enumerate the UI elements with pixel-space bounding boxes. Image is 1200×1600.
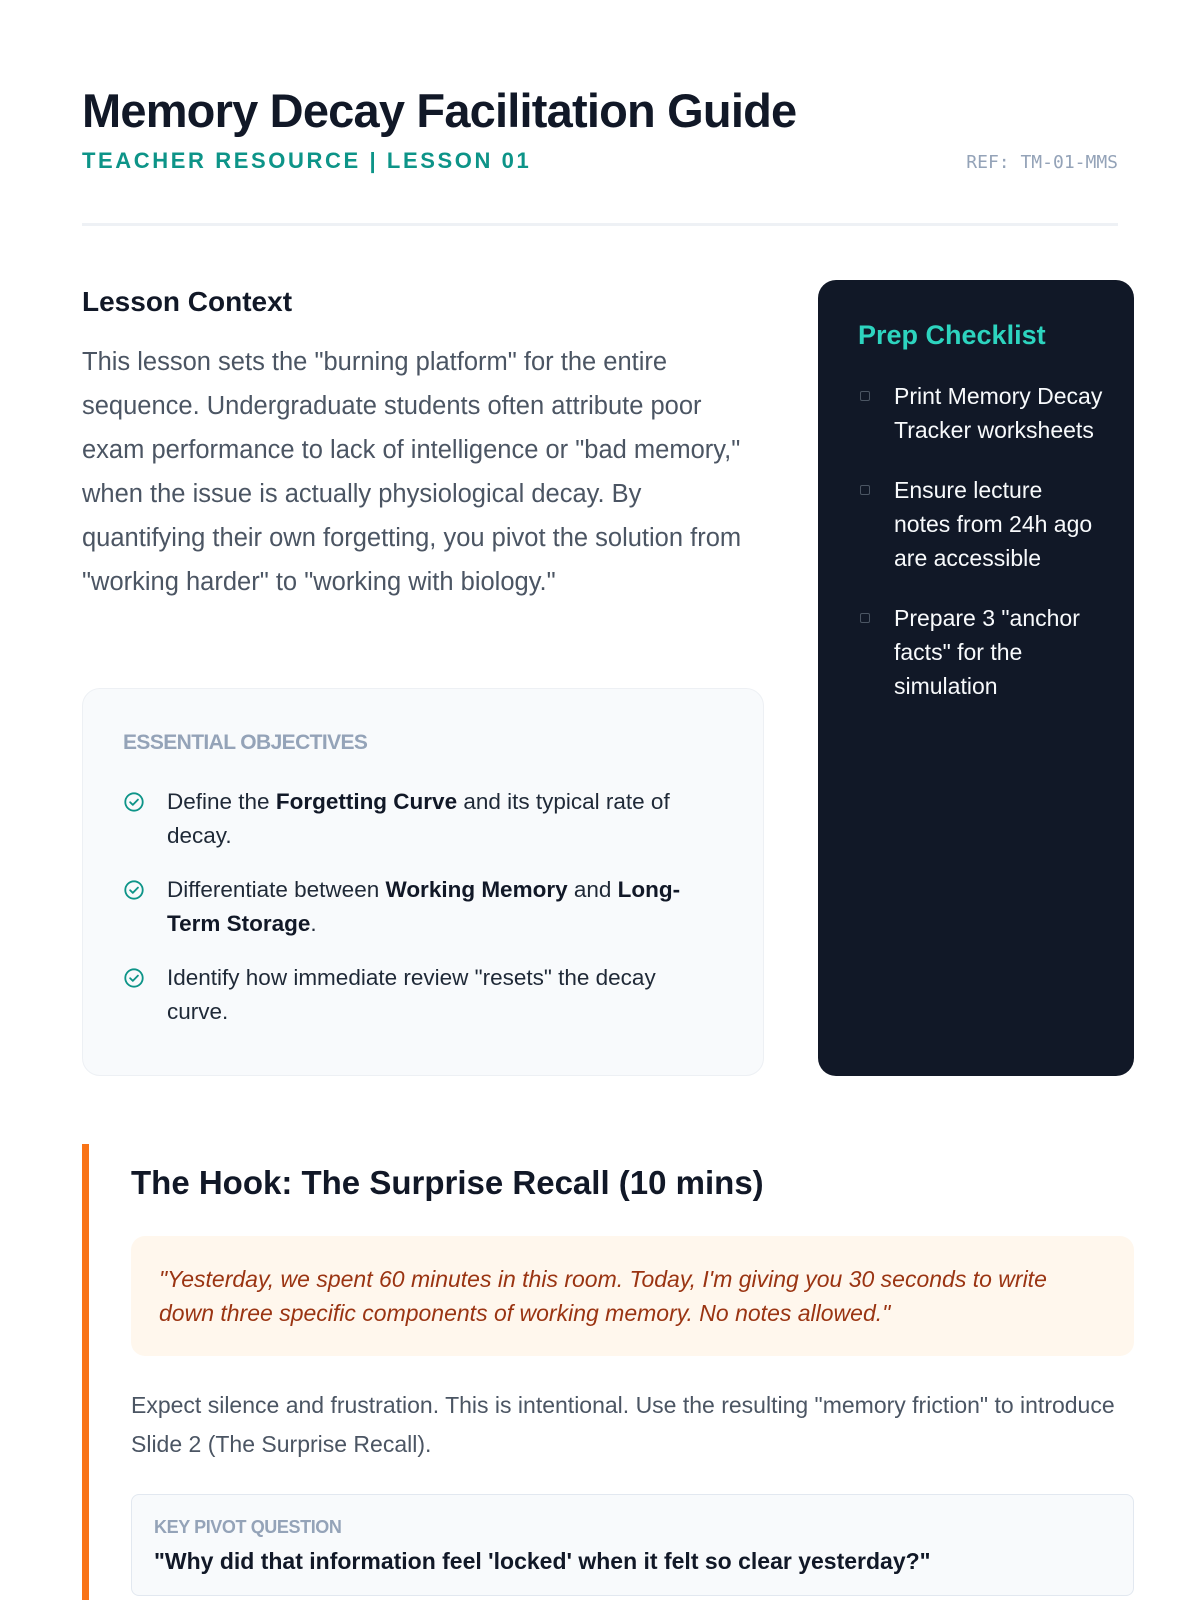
objective-text-post: and [567, 877, 618, 902]
objective-text-pre: Differentiate between [167, 877, 386, 902]
pivot-label: KEY PIVOT QUESTION [154, 1517, 342, 1537]
checkbox-icon[interactable] [860, 613, 870, 623]
prep-checklist-heading: Prep Checklist [858, 320, 1046, 350]
lesson-context-section [82, 284, 762, 604]
hook-body: Expect silence and frustration. This is intentional. Use the resulting "memory friction" to introduce Slide 2 (The Surprise Recall). [131, 1392, 1115, 1457]
objectives-heading: ESSENTIAL OBJECTIVES [123, 731, 368, 754]
checkbox-icon[interactable] [860, 485, 870, 495]
lesson-context-heading: Lesson Context [82, 286, 293, 317]
checklist-item [858, 379, 1104, 447]
hook-section [82, 1144, 1134, 1600]
check-circle-icon [123, 967, 145, 989]
pivot-question: "Why did that information feel 'locked' when it felt so clear yesterday?" [154, 1548, 931, 1574]
objective-text-end: . [310, 911, 317, 936]
objective-item [123, 961, 723, 1029]
resource-subtitle: TEACHER RESOURCE | LESSON 01 [82, 148, 532, 173]
teacher-script-quote: "Yesterday, we spent 60 minutes in this room. Today, I'm giving you 30 seconds to write down three specific components of working memory. No notes allowed." [131, 1236, 1134, 1356]
reference-code: REF: TM-01-MMS [966, 152, 1118, 173]
check-circle-icon [123, 791, 145, 813]
document-header [82, 82, 1118, 226]
objective-text-post: and its typical rate of decay. [167, 789, 670, 848]
checklist-item [858, 601, 1104, 703]
checklist-item-label: Print Memory Decay Tracker worksheets [894, 383, 1103, 443]
objective-term: Forgetting Curve [275, 789, 458, 814]
page-title: Memory Decay Facilitation Guide [82, 84, 797, 137]
objective-term-2: Long-Term Storage [167, 877, 681, 936]
prep-checklist-panel [818, 280, 1134, 1076]
key-pivot-box [131, 1494, 1134, 1596]
checklist-item-label: Ensure lecture notes from 24h ago are accessible [894, 477, 1093, 571]
checklist-item [858, 473, 1104, 575]
hook-heading: The Hook: The Surprise Recall (10 mins) [131, 1164, 764, 1201]
objective-text-pre: Identify how immediate review "resets" the decay curve. [167, 965, 656, 1024]
objective-item [123, 873, 723, 941]
checkbox-icon[interactable] [860, 391, 870, 401]
objective-term: Working Memory [385, 877, 568, 902]
objective-item [123, 785, 723, 853]
subtitle-row [82, 148, 1118, 184]
objectives-card [82, 688, 764, 1076]
checklist-item-label: Prepare 3 "anchor facts" for the simulation [894, 605, 1080, 699]
check-circle-icon [123, 879, 145, 901]
lesson-context-body: This lesson sets the "burning platform" for the entire sequence. Undergraduate students often attribute poor exam performance to lack of intelligence or "bad memory," when the issue is actually physiological decay. By quantifying their own forgetting, you pivot the solution from "working harder" to "working with biology." [82, 348, 742, 596]
objective-text-pre: Define the [167, 789, 276, 814]
